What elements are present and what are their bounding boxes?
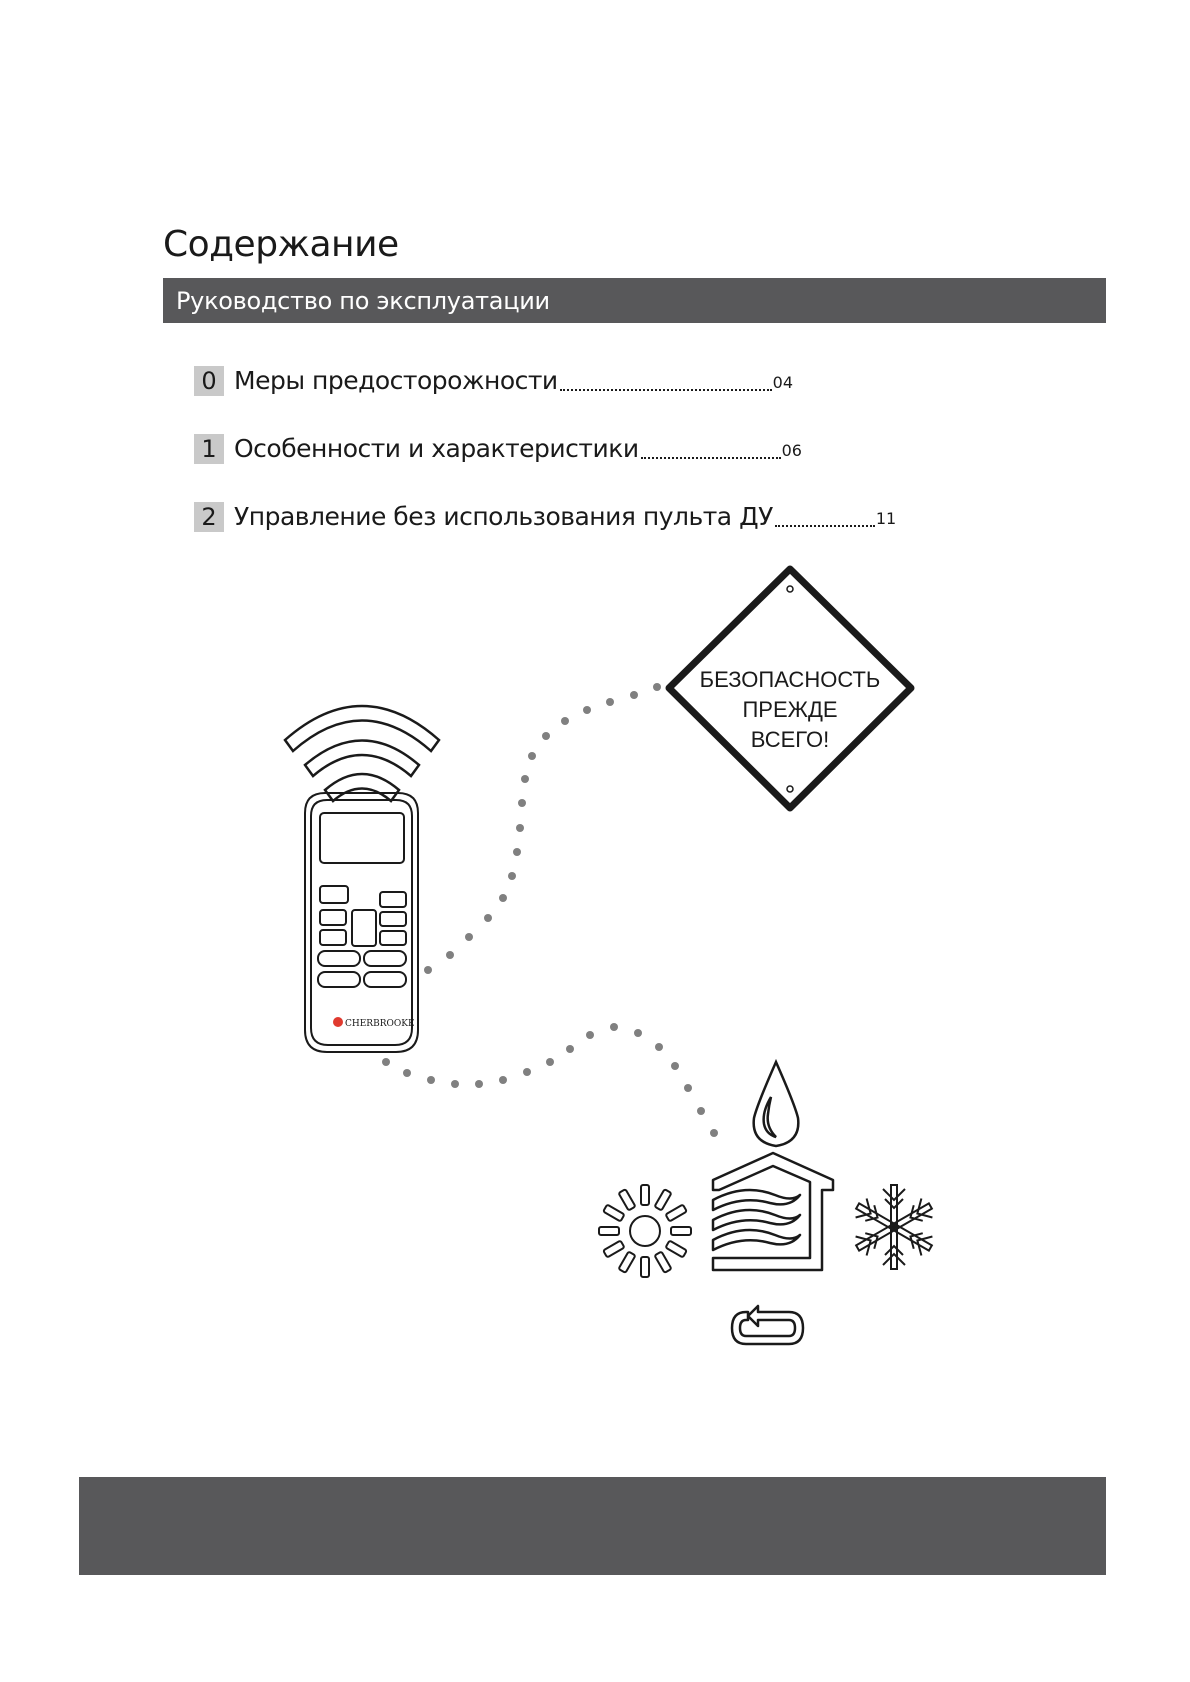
toc-item-number: 1 [194, 434, 224, 464]
toc-item-label: Меры предосторожности [234, 366, 558, 395]
toc-item-page: 11 [875, 509, 897, 528]
remote-brand-label: CHERBROOKE [345, 1019, 415, 1029]
toc-item-page: 04 [772, 373, 794, 392]
toc-item-label: Управление без использования пульта ДУ [234, 502, 773, 531]
sign-text-line-2: ПРЕЖДЕ [742, 697, 838, 722]
water-drop-icon [754, 1062, 799, 1146]
toc-item-page: 06 [781, 441, 802, 460]
toc-item-label: Особенности и характеристики [234, 434, 639, 463]
toc-item-number: 2 [194, 502, 224, 532]
toc-item-number: 0 [194, 366, 224, 396]
footer-bar [79, 1477, 1106, 1575]
safety-sign [669, 569, 911, 808]
page-title: Содержание [163, 224, 399, 265]
section-header-text: Руководство по эксплуатации [176, 287, 550, 315]
wireless-signal-icon [285, 706, 439, 801]
dotted-path-to-sign [424, 683, 661, 974]
snowflake-icon [852, 1185, 936, 1269]
dotted-path-to-modes [382, 1023, 718, 1137]
brand-logo-dot [333, 1017, 343, 1027]
cycle-mode-icon [732, 1306, 803, 1344]
sun-icon [599, 1185, 691, 1277]
sign-text-line-1: БЕЗОПАСНОСТЬ [699, 667, 881, 692]
remote-control-icon [305, 793, 418, 1052]
house-fan-icon [713, 1153, 833, 1270]
sign-text-line-3: ВСЕГО! [750, 727, 830, 752]
